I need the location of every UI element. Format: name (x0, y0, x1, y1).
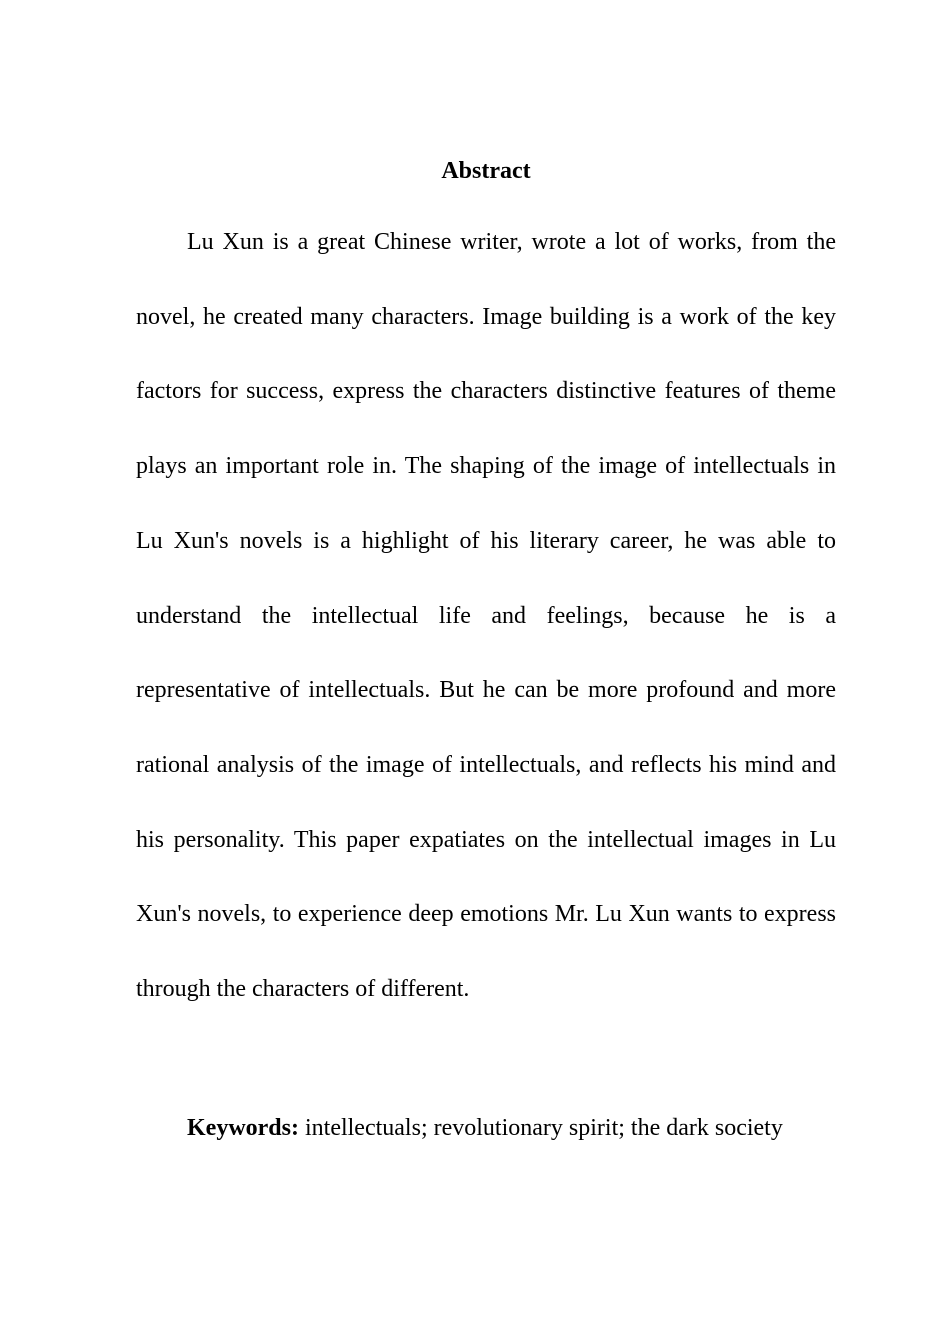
keywords-text: intellectuals; revolutionary spirit; the dark society (298, 1115, 783, 1141)
abstract-title: Abstract (441, 158, 531, 184)
keywords-label: Keywords: (187, 1115, 299, 1141)
abstract-paragraph: Lu Xun is a great Chinese writer, wrote a lot of works, from the novel, he created many characters. Image building is a work of the key factors for success, express the characters distinctive features of theme plays an important role in. The shaping of the image of intellectuals in Lu Xun's novels is a highlight of his literary career, he was able to understand the intellectual life and feelings, because he is a representative of intellectuals. But he can be more profound and more rational analysis of the image of intellectuals, and reflects his mind and his personality. This paper expatiates on the intellectual images in Lu Xun's novels, to experience deep emotions Mr. Lu Xun wants to express through the characters of different. (136, 229, 836, 1003)
keywords-line (136, 1110, 856, 1146)
